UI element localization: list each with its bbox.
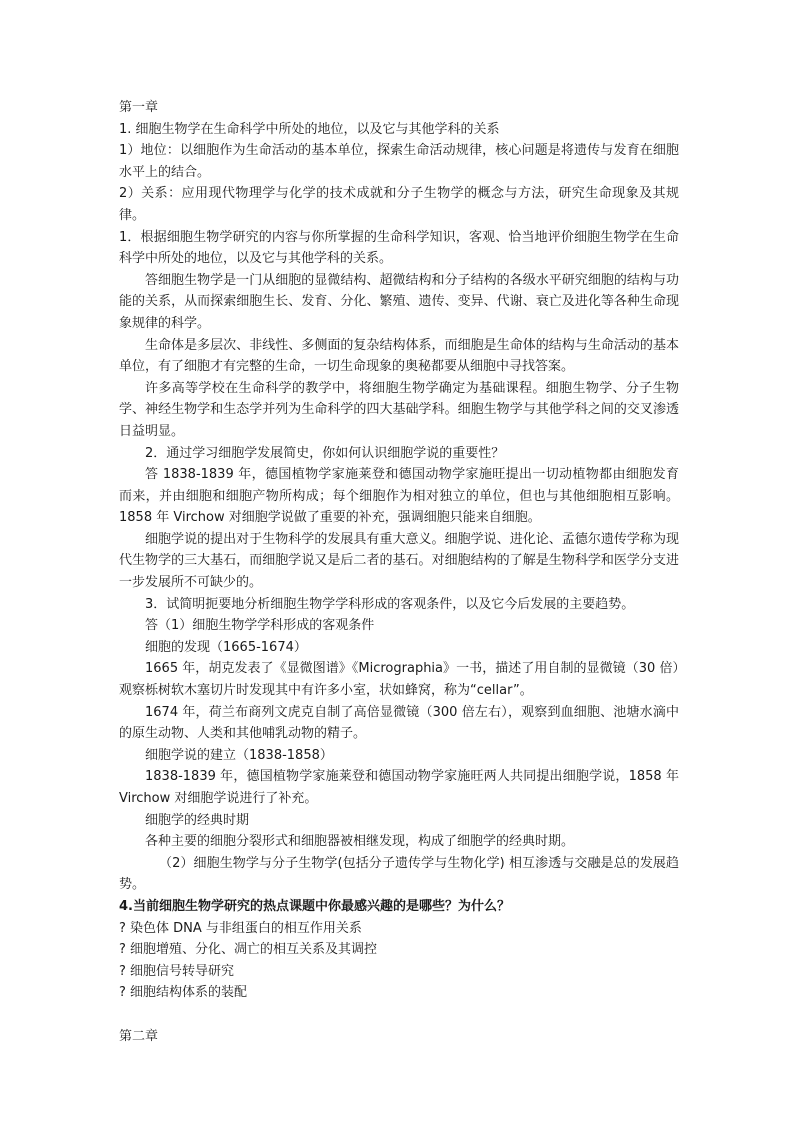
question-heading: 3．试简明扼要地分析细胞生物学学科形成的客观条件，以及它今后发展的主要趋势。 [145, 596, 635, 612]
answer-paragraph: 生命体是多层次、非线性、多侧面的复杂结构体系，而细胞是生命体的结构与生命活动的基本单位，有了细胞才有完整的生命，一切生命现象的奥秘都要从细胞中寻找答案。 [119, 337, 679, 375]
answer-subheading: 细胞学说的建立（1838-1858） [145, 747, 333, 763]
answer-paragraph: 许多高等学校在生命科学的教学中，将细胞生物学确定为基础课程。细胞生物学、分子生物学、神经生物学和生态学并列为生命科学的四大基础学科。细胞生物学与其他学科之间的交叉渗透日益明显。 [119, 380, 679, 439]
question-heading: 1．根据细胞生物学研究的内容与你所掌握的生命科学知识，客观、恰当地评价细胞生物学在生命科学中所处的地位，以及它与其他学科的关系。 [119, 229, 679, 267]
answer-paragraph: 各种主要的细胞分裂形式和细胞器被相继发现，构成了细胞学的经典时期。 [145, 834, 575, 850]
question-heading: 4.当前细胞生物学研究的热点课题中你最感兴趣的是哪些？为什么？ [119, 898, 510, 914]
answer-paragraph: 1838-1839 年，德国植物学家施莱登和德国动物学家施旺两人共同提出细胞学说，1858 年 Virchow 对细胞学说进行了补充。 [119, 769, 679, 806]
chapter-1-heading: 第一章 [119, 100, 159, 115]
question-heading: 2．通过学习细胞学发展简史，你如何认识细胞学说的重要性？ [145, 445, 505, 461]
answer-paragraph: 细胞学说的提出对于生物科学的发展具有重大意义。细胞学说、进化论、孟德尔遗传学称为现代生物学的三大基石，而细胞学说又是后二者的基石。对细胞结构的了解是生物科学和医学分支进一步发展所不可缺少的。 [119, 531, 679, 591]
answer-paragraph: 答细胞生物学是一门从细胞的显微结构、超微结构和分子结构的各级水平研究细胞的结构与功能的关系，从而探索细胞生长、发育、分化、繁殖、遗传、变异、代谢、衰亡及进化等各种生命现象规律的科学。 [119, 272, 679, 331]
answer-paragraph: 1674 年，荷兰布商列文虎克自制了高倍显微镜（300 倍左右），观察到血细胞、池塘水滴中的原生动物、人类和其他哺乳动物的精子。 [119, 704, 679, 742]
answer-paragraph: 1665 年，胡克发表了《显微图谱》《Micrographia》一书，描述了用自制的显微镜（30 倍）观察栎树软木塞切片时发现其中有许多小室，状如蜂窝，称为“cellar”。 [119, 661, 679, 699]
chapter-2-heading: 第二章 [119, 1028, 159, 1044]
list-item: ? 细胞信号转导研究 [119, 963, 235, 979]
answer-subheading: 细胞学的经典时期 [145, 812, 250, 828]
document-body [119, 97, 679, 1047]
list-item: ? 染色体 DNA 与非组蛋白的相互作用关系 [119, 920, 362, 936]
list-item: ? 细胞增殖、分化、凋亡的相互关系及其调控 [119, 942, 378, 958]
answer-paragraph: 答 1838-1839 年，德国植物学家施莱登和德国动物学家施旺提出一切动植物都由细胞发育而来，并由细胞和细胞产物所构成；每个细胞作为相对独立的单位，但也与其他细胞相互影响。1858 年 Virchow 对细胞学说做了重要的补充，强调细胞只能来自细胞。 [119, 467, 679, 526]
question-heading: 1. 细胞生物学在生命科学中所处的地位，以及它与其他学科的关系 [119, 121, 500, 137]
answer-paragraph: 1）地位：以细胞作为生命活动的基本单位，探索生命活动规律，核心问题是将遗传与发育在细胞水平上的结合。 [119, 143, 679, 180]
answer-subheading: 答（1）细胞生物学学科形成的客观条件 [145, 618, 375, 634]
answer-subheading: 细胞的发现（1665-1674） [145, 639, 307, 655]
list-item: ? 细胞结构体系的装配 [119, 985, 248, 1001]
answer-paragraph: （2）细胞生物学与分子生物学(包括分子遗传学与生物化学) 相互渗透与交融是总的发展趋势。 [119, 855, 679, 893]
answer-paragraph: 2）关系：应用现代物理学与化学的技术成就和分子生物学的概念与方法，研究生命现象及其规律。 [119, 186, 679, 223]
blank-line [119, 1004, 679, 1026]
